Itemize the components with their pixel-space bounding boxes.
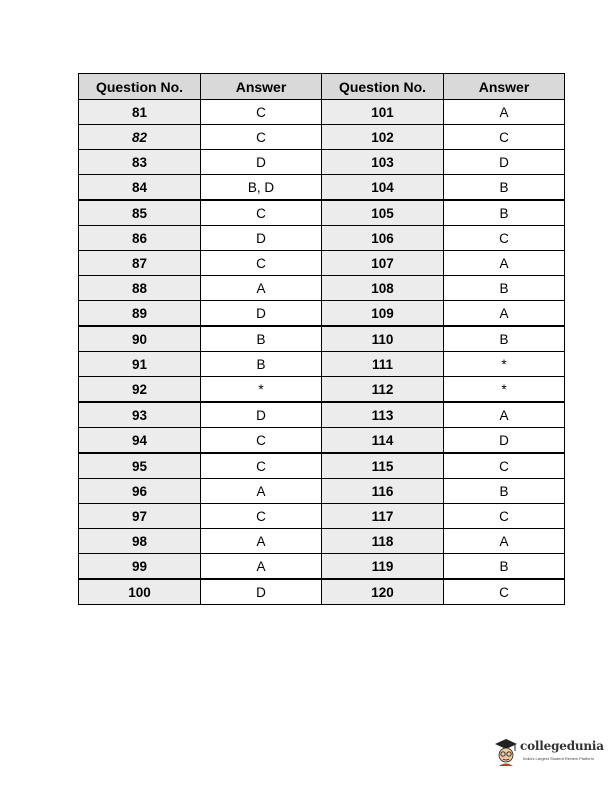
question-number-cell: 108: [322, 276, 444, 301]
question-number-cell: 95: [79, 453, 201, 479]
question-number-cell: 92: [79, 377, 201, 403]
question-number-cell: 100: [79, 579, 201, 605]
table-row: [79, 554, 565, 580]
table-row: [79, 301, 565, 327]
answer-cell: A: [201, 529, 322, 554]
header-question-no-left: Question No.: [79, 74, 201, 100]
answer-cell: B, D: [201, 175, 322, 201]
answer-cell: C: [444, 453, 565, 479]
question-number-cell: 114: [322, 428, 444, 454]
answer-cell: *: [444, 352, 565, 377]
question-number-cell: 99: [79, 554, 201, 580]
answer-cell: *: [201, 377, 322, 403]
answer-cell: B: [201, 326, 322, 352]
question-number-cell: 93: [79, 402, 201, 428]
table-row: [79, 428, 565, 454]
question-number-cell: 101: [322, 100, 444, 125]
table-row: [79, 251, 565, 276]
answer-cell: C: [201, 251, 322, 276]
question-number-cell: 113: [322, 402, 444, 428]
question-number-cell: 119: [322, 554, 444, 580]
answer-cell: A: [444, 100, 565, 125]
table-row: [79, 150, 565, 175]
question-number-cell: 103: [322, 150, 444, 175]
answer-cell: C: [444, 579, 565, 605]
answer-cell: B: [444, 326, 565, 352]
answer-cell: A: [444, 529, 565, 554]
answer-cell: C: [444, 226, 565, 251]
question-number-cell: 104: [322, 175, 444, 201]
question-number-cell: 117: [322, 504, 444, 529]
table-body: [79, 100, 565, 605]
table-row: [79, 175, 565, 201]
table-row: [79, 579, 565, 605]
question-number-cell: 102: [322, 125, 444, 150]
answer-cell: *: [444, 377, 565, 403]
question-number-cell: 107: [322, 251, 444, 276]
question-number-cell: 85: [79, 200, 201, 226]
answer-cell: B: [201, 352, 322, 377]
table-header-row: [79, 74, 565, 100]
table-row: [79, 352, 565, 377]
question-number-cell: 90: [79, 326, 201, 352]
question-number-cell: 96: [79, 479, 201, 504]
answer-cell: B: [444, 200, 565, 226]
header-answer-left: Answer: [201, 74, 322, 100]
answer-cell: D: [201, 402, 322, 428]
graduate-mascot-icon: [493, 737, 519, 767]
table-row: [79, 402, 565, 428]
question-number-cell: 120: [322, 579, 444, 605]
question-number-cell: 105: [322, 200, 444, 226]
question-number-cell: 112: [322, 377, 444, 403]
answer-cell: C: [201, 453, 322, 479]
table-row: [79, 529, 565, 554]
answer-cell: A: [201, 276, 322, 301]
answer-cell: B: [444, 175, 565, 201]
question-number-cell: 87: [79, 251, 201, 276]
question-number-cell: 88: [79, 276, 201, 301]
answer-cell: D: [201, 579, 322, 605]
answer-cell: B: [444, 554, 565, 580]
logo-wordmark: collegedunia: [520, 739, 604, 753]
answer-cell: A: [444, 402, 565, 428]
table-row: [79, 326, 565, 352]
answer-cell: D: [201, 301, 322, 327]
table-row: [79, 125, 565, 150]
answer-cell: D: [444, 150, 565, 175]
question-number-cell: 82: [79, 125, 201, 150]
answer-cell: C: [201, 125, 322, 150]
answer-cell: C: [201, 504, 322, 529]
answer-cell: D: [201, 226, 322, 251]
question-number-cell: 111: [322, 352, 444, 377]
table-row: [79, 479, 565, 504]
answer-cell: C: [201, 200, 322, 226]
question-number-cell: 116: [322, 479, 444, 504]
answer-cell: D: [201, 150, 322, 175]
table-row: [79, 377, 565, 403]
question-number-cell: 84: [79, 175, 201, 201]
header-answer-right: Answer: [444, 74, 565, 100]
table-row: [79, 226, 565, 251]
question-number-cell: 106: [322, 226, 444, 251]
question-number-cell: 110: [322, 326, 444, 352]
answer-cell: C: [201, 428, 322, 454]
answer-cell: C: [201, 100, 322, 125]
question-number-cell: 115: [322, 453, 444, 479]
question-number-cell: 89: [79, 301, 201, 327]
answer-cell: A: [201, 479, 322, 504]
answer-key-table: [78, 73, 565, 605]
answer-cell: A: [444, 301, 565, 327]
question-number-cell: 83: [79, 150, 201, 175]
table-row: [79, 100, 565, 125]
answer-cell: C: [444, 504, 565, 529]
collegedunia-logo: [493, 737, 603, 773]
question-number-cell: 81: [79, 100, 201, 125]
question-number-cell: 91: [79, 352, 201, 377]
question-number-cell: 97: [79, 504, 201, 529]
table-row: [79, 276, 565, 301]
answer-cell: B: [444, 276, 565, 301]
question-number-cell: 109: [322, 301, 444, 327]
answer-cell: A: [444, 251, 565, 276]
table-row: [79, 453, 565, 479]
question-number-cell: 98: [79, 529, 201, 554]
table-row: [79, 200, 565, 226]
header-question-no-right: Question No.: [322, 74, 444, 100]
answer-cell: B: [444, 479, 565, 504]
question-number-cell: 94: [79, 428, 201, 454]
table-row: [79, 504, 565, 529]
answer-cell: D: [444, 428, 565, 454]
logo-tagline: India's Largest Student Review Platform: [523, 756, 595, 761]
answer-cell: C: [444, 125, 565, 150]
question-number-cell: 118: [322, 529, 444, 554]
question-number-cell: 86: [79, 226, 201, 251]
answer-cell: A: [201, 554, 322, 580]
